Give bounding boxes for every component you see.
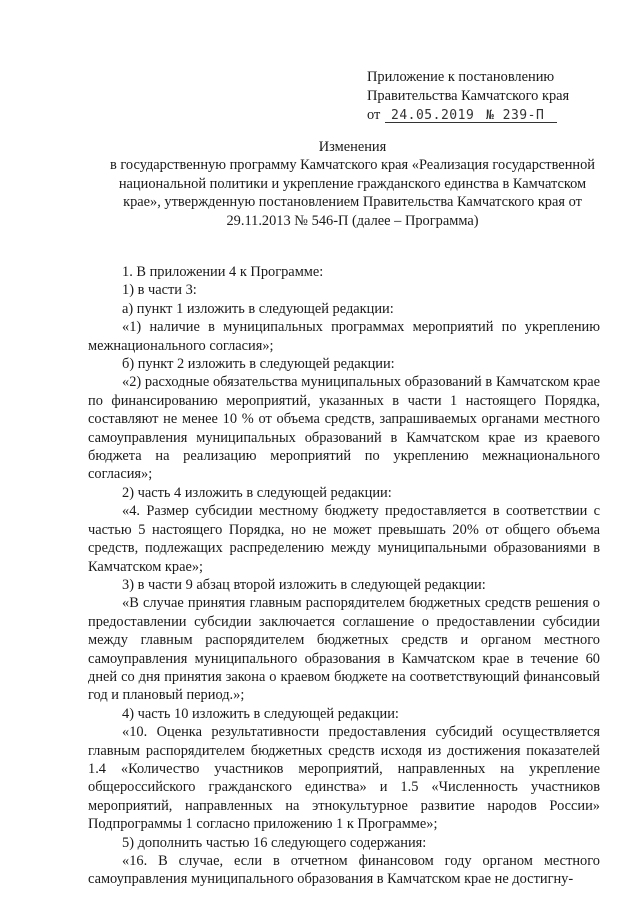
appendix-line-1: Приложение к постановлению (367, 69, 555, 85)
paragraph: «4. Размер субсидии местному бюджету предоставляется в соответствии с частью 5 настоящего Порядка, но не может превышать 20% от общего объема средств, подлежащих распределению между муниципальными образованиями в Камчатском крае»; (88, 503, 600, 575)
paragraph: «16. В случае, если в отчетном финансовом году органом местного самоуправления муниципального образования в Камчатском крае не достигну- (88, 853, 600, 888)
paragraph: «2) расходные обязательства муниципальных образований в Камчатском крае по финансированию мероприятий, указанных в части 1 настоящего Порядка, составляют не менее 10 % от объема средств, запрашиваемых органами местного самоуправления муниципальных образований в Камчатском крае из краевого бюджета на реализацию мероприятий по укреплению межнационального согласия»; (88, 374, 600, 483)
appendix-date: 24.05.2019 (391, 108, 475, 123)
paragraph: «10. Оценка результативности предоставления субсидий осуществляется главным распорядителем бюджетных средств исходя из достижения показателей 1.4 «Количество участников мероприятий, направленных на укрепление общероссийского гражданского единства» и 1.5 «Численность участников мероприятий, направленных на этнокультурное развитие народов России» Подпрограммы 1 согласно приложению 1 к Программе»; (88, 724, 600, 833)
appendix-date-line (367, 106, 617, 125)
appendix-prefix: от (367, 107, 381, 123)
paragraph: 2) часть 4 изложить в следующей редакции: (122, 484, 392, 501)
heading-subtitle: в государственную программу Камчатского края «Реализация государственной национальной политики и укрепление гражданского единства в Камчатском крае», утвержденную постановлением Правительства Камчатского края от 29.11.2013 № 546-П (далее – Программа) (110, 157, 595, 229)
heading-title: Изменения (318, 139, 387, 155)
appendix-number: № 239-П (486, 108, 545, 123)
date-underline (385, 122, 557, 123)
paragraph: «1) наличие в муниципальных программах мероприятий по укреплению межнационального согласия»; (88, 319, 600, 354)
paragraph: а) пункт 1 изложить в следующей редакции: (122, 300, 394, 317)
paragraph: 1. В приложении 4 к Программе: (122, 264, 324, 280)
document-heading (100, 138, 605, 230)
paragraph: 1) в части 3: (122, 282, 197, 299)
paragraph: 4) часть 10 изложить в следующей редакции: (122, 705, 399, 722)
document-body (88, 263, 600, 889)
paragraph: «В случае принятия главным распорядителем бюджетных средств решения о предоставлении субсидии заключается соглашение о предоставлении субсидии между главным распорядителем бюджетных средств и органом местного самоуправления муниципального образования в Камчатском крае в течение 60 дней со дня принятия закона о краевом бюджете на соответствующий финансовый год и плановый период.»; (88, 595, 600, 704)
paragraph: б) пункт 2 изложить в следующей редакции: (122, 356, 395, 373)
paragraph: 3) в части 9 абзац второй изложить в следующей редакции: (122, 576, 486, 593)
paragraph: 5) дополнить частью 16 следующего содержания: (122, 834, 427, 851)
appendix-block (367, 68, 617, 125)
appendix-line-2: Правительства Камчатского края (367, 88, 570, 104)
